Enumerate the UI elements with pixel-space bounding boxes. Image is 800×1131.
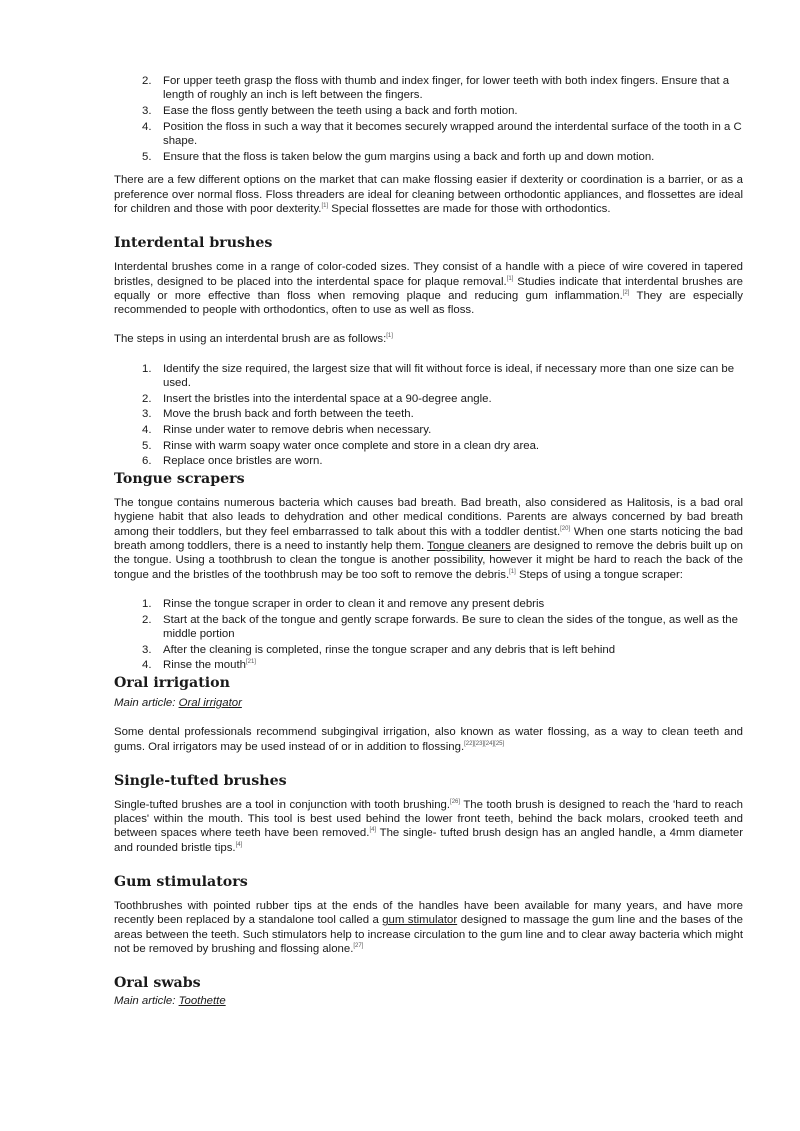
gum-paragraph: Toothbrushes with pointed rubber tips at the ends of the handles have been available for many years, and have more recently been replaced by a standalone tool called a gum stimulator designed to massage the gum line and the bases of the areas between the teeth. Such stimulators help to increase circulation to the gum line and to clear away bacteria which might not be removed by brushing and flossing alone.[27] [114, 900, 743, 955]
list-text: Move the brush back and forth between the teeth. [163, 408, 414, 421]
tongue-cleaners-link[interactable]: Tongue cleaners [427, 540, 511, 553]
main-article-note: Main article: Oral irrigator [114, 696, 242, 709]
citation[interactable]: [4] [369, 827, 377, 834]
list-number: 2. [142, 75, 152, 87]
list-item [114, 120, 743, 149]
interdental-steps-intro: The steps in using an interdental brush are as follows:[1] [114, 333, 393, 346]
list-text: Insert the bristles into the interdental space at a 90-degree angle. [163, 392, 492, 405]
toothette-link[interactable]: Toothette [178, 995, 226, 1008]
list-number: 4. [142, 659, 152, 672]
list-number: 2. [142, 613, 152, 626]
gum-stimulator-link[interactable]: gum stimulator [382, 914, 458, 927]
list-text: After the cleaning is completed, rinse the tongue scraper and any debris that is left behind [163, 643, 616, 656]
list-number: 2. [142, 392, 152, 405]
list-item [114, 597, 743, 611]
list-item [114, 392, 743, 406]
citation[interactable]: [21] [245, 659, 256, 666]
list-number: 1. [142, 362, 152, 375]
citation[interactable]: [1] [506, 275, 514, 282]
floss-options-paragraph: There are a few different options on the market that can make flossing easier if dexterity or coordination is a barrier, or as a preference over normal floss. Floss threaders are ideal for cleaning between orthodontic appliances, and flossettes are ideal for children and those with poor dexterity.[1] Special flossettes are made for those with orthodontics. [114, 174, 743, 215]
single-tufted-paragraph: Single-tufted brushes are a tool in conjunction with tooth brushing.[26] The tooth brush is designed to reach the 'hard to reach places' within the mouth. This tool is best used behind the lower front teeth, behind the back molars, crooked teeth and between spaces where teeth have been removed.[4] The single- tufted brush design has an angled handle, a 4mm diameter and rounded bristle tips.[4] [114, 798, 743, 854]
list-item [114, 407, 743, 421]
list-item [114, 613, 743, 642]
citation[interactable]: [1] [386, 333, 393, 340]
citation[interactable]: [22][23][24][25] [464, 740, 505, 747]
list-number: 1. [142, 597, 152, 610]
citation[interactable]: [4] [235, 841, 243, 848]
list-text: For upper teeth grasp the floss with thumb and index finger, for lower teeth with both index fingers. Ensure that a length of roughly an inch is left between the fingers. [163, 75, 730, 102]
irrigation-paragraph: Some dental professionals recommend subgingival irrigation, also known as water flossing, as a way to clean teeth and gums. Oral irrigators may be used instead of or in addition to flossing.[22][23][24][25] [114, 726, 743, 753]
section-heading-gum: Gum stimulators [114, 874, 248, 891]
list-item [114, 658, 743, 672]
oral-irrigator-link[interactable]: Oral irrigator [178, 696, 242, 709]
section-heading-swabs: Oral swabs [114, 975, 201, 992]
tongue-steps-list [114, 597, 743, 673]
list-item [114, 439, 743, 453]
list-text: Rinse the mouth[21] [163, 659, 256, 672]
list-number: 5. [142, 150, 152, 163]
list-number: 5. [142, 439, 152, 452]
list-text: Rinse with warm soapy water once complete and store in a clean dry area. [163, 439, 540, 452]
list-item [114, 454, 743, 468]
list-number: 4. [142, 120, 152, 133]
list-item [114, 150, 743, 164]
list-item [114, 104, 743, 118]
floss-steps-list [114, 74, 743, 164]
list-item [114, 362, 743, 391]
list-number: 3. [142, 643, 152, 656]
list-text: Position the floss in such a way that it becomes securely wrapped around the interdental surface of the tooth in a C shape. [163, 120, 742, 147]
interdental-steps-list [114, 362, 743, 469]
list-number: 3. [142, 408, 152, 421]
section-heading-single-tufted: Single-tufted brushes [114, 772, 287, 789]
list-item [114, 643, 743, 657]
tongue-paragraph: The tongue contains numerous bacteria which causes bad breath. Bad breath, also considered as Halitosis, is a bad oral hygiene habit that also leads to dehydration and other medical conditions. Parents are always concerned by bad breath among their toddlers, but they feel embarrassed to talk about this with a toddler dentist.[20] When one starts noticing the bad breath among toddlers, there is a need to instantly help them. Tongue cleaners are designed to remove the debris built up on the tongue. Using a toothbrush to clean the tongue is another possibility, however it might be hard to reach the back of the tongue and the bristles of the toothbrush may be too soft to remove the debris.[1] Steps of using a tongue scraper: [114, 497, 743, 581]
list-text: Ease the floss gently between the teeth using a back and forth motion. [163, 104, 518, 117]
list-text: Rinse the tongue scraper in order to clean it and remove any present debris [163, 597, 545, 610]
list-number: 4. [142, 424, 152, 437]
list-text: Ensure that the floss is taken below the gum margins using a back and forth up and down motion. [163, 150, 655, 163]
list-number: 3. [142, 104, 152, 117]
citation[interactable]: [20] [560, 525, 571, 532]
citation[interactable]: [26] [450, 799, 461, 806]
section-heading-irrigation: Oral irrigation [114, 674, 230, 691]
list-text: Identify the size required, the largest size that will fit without force is ideal, if necessary more than one size can be used. [163, 362, 735, 390]
list-item [114, 74, 743, 103]
list-item [114, 423, 743, 437]
interdental-paragraph: Interdental brushes come in a range of color-coded sizes. They consist of a handle with a piece of wire covered in tapered bristles, designed to be placed into the interdental space for plaque removal.[1] Studies indicate that interdental brushes are equally or more effective than floss when removing plaque and reducing gum inflammation.[2] They are especially recommended to people with orthodontics, often to use as well as floss. [114, 261, 743, 317]
list-text: Start at the back of the tongue and gently scrape forwards. Be sure to clean the sides of the tongue, as well as the middle portion [163, 613, 738, 640]
main-article-note: Main article: Toothette [114, 995, 226, 1008]
list-text: Rinse under water to remove debris when necessary. [163, 424, 432, 437]
section-heading-interdental: Interdental brushes [114, 235, 273, 252]
section-heading-tongue: Tongue scrapers [114, 471, 245, 488]
citation[interactable]: [1] [509, 568, 516, 575]
citation[interactable]: [27] [353, 943, 364, 950]
list-text: Replace once bristles are worn. [163, 455, 323, 468]
citation[interactable]: [2] [622, 290, 630, 297]
citation[interactable]: [1] [321, 203, 329, 210]
list-number: 6. [142, 455, 152, 468]
